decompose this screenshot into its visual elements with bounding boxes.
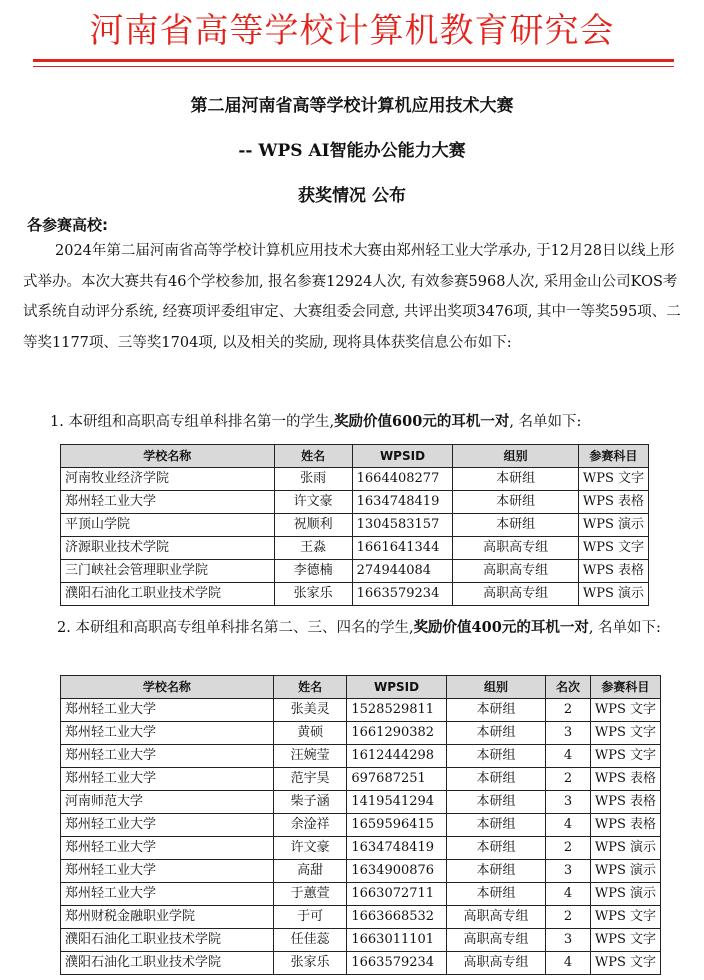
column-header: WPSID (352, 445, 453, 468)
table-row (61, 906, 661, 929)
table-cell: 李德楠 (274, 560, 352, 583)
table-row (61, 583, 649, 606)
table-cell: 郑州轻工业大学 (61, 768, 274, 791)
table-cell: 河南牧业经济学院 (61, 468, 275, 491)
table-row (61, 952, 661, 975)
table-cell: 1661641344 (352, 537, 453, 560)
title-rule-thin (33, 66, 674, 67)
table-cell: 本研组 (446, 699, 546, 722)
table-cell: 汪婉莹 (273, 745, 347, 768)
table-row (61, 537, 649, 560)
title-rule-thick (33, 59, 674, 62)
table-cell: WPS 文字 (590, 929, 660, 952)
table-cell: 1663579234 (352, 583, 453, 606)
section2-table (60, 675, 661, 975)
table-cell: WPS 演示 (578, 514, 648, 537)
table-cell: 郑州轻工业大学 (61, 837, 274, 860)
organization-title: 河南省高等学校计算机教育研究会 (89, 11, 615, 51)
table-cell: WPS 演示 (590, 860, 660, 883)
table-row (61, 814, 661, 837)
table-cell: 濮阳石油化工职业技术学院 (61, 929, 274, 952)
table-cell: 平顶山学院 (61, 514, 275, 537)
column-header: 组别 (446, 676, 546, 699)
table-cell: 本研组 (446, 860, 546, 883)
table-cell: 许文豪 (274, 491, 352, 514)
table-cell: 高职高专组 (453, 560, 578, 583)
table-cell: 黄硕 (273, 722, 347, 745)
table-row (61, 560, 649, 583)
table-cell: WPS 文字 (590, 952, 660, 975)
table-row (61, 514, 649, 537)
table-cell: 697687251 (347, 768, 446, 791)
column-header: 学校名称 (61, 445, 275, 468)
document-title-line2: -- WPS AI智能办公能力大赛 (238, 141, 466, 161)
table-cell: 1663668532 (347, 906, 446, 929)
table-cell: 2 (546, 768, 591, 791)
intro-text: 2024年第二届河南省高等学校计算机应用技术大赛由郑州轻工业大学承办, 于12月28日以线上形式举办。本次大赛共有46个学校参加, 报名参赛12924人次, 有效参赛5968人次, 采用金山公司KOS考试系统自动评分系统, 经赛项评委组审定、大赛组委会同意, 共评出奖项3476项, 其中一等奖595项、二等奖1177项、三等奖1704项, 以及相关的奖励, 现将具体获奖信息公布如下: (23, 243, 681, 351)
table-row (61, 929, 661, 952)
section1-prefix: 1. 本研组和高职高专组单科排名第一的学生, (50, 414, 335, 430)
table-cell: WPS 演示 (590, 837, 660, 860)
table-cell: 4 (546, 814, 591, 837)
table-cell: WPS 表格 (578, 560, 648, 583)
table-cell: 濮阳石油化工职业技术学院 (61, 583, 275, 606)
table-cell: 本研组 (446, 837, 546, 860)
table-cell: 3 (546, 791, 591, 814)
table-cell: WPS 表格 (590, 814, 660, 837)
table-cell: 余淦祥 (273, 814, 347, 837)
table-cell: 本研组 (446, 722, 546, 745)
table-cell: 4 (546, 883, 591, 906)
column-header: 学校名称 (61, 676, 274, 699)
intro-paragraph (23, 236, 683, 358)
table-cell: 4 (546, 745, 591, 768)
table-row (61, 745, 661, 768)
table-cell: 本研组 (453, 514, 578, 537)
table-row (61, 837, 661, 860)
table-cell: WPS 演示 (578, 583, 648, 606)
table-cell: WPS 文字 (590, 699, 660, 722)
table-cell: WPS 表格 (578, 491, 648, 514)
table-cell: 2 (546, 837, 591, 860)
table-cell: 1659596415 (347, 814, 446, 837)
table-cell: 1612444298 (347, 745, 446, 768)
table-row (61, 722, 661, 745)
table-cell: 1663072711 (347, 883, 446, 906)
table-cell: 3 (546, 722, 591, 745)
table-cell: 郑州轻工业大学 (61, 699, 274, 722)
table-cell: 高职高专组 (453, 583, 578, 606)
table-cell: 王淼 (274, 537, 352, 560)
table-row (61, 768, 661, 791)
table-cell: 1661290382 (347, 722, 446, 745)
table-cell: 祝顺利 (274, 514, 352, 537)
table-cell: 郑州轻工业大学 (61, 745, 274, 768)
table-cell: 4 (546, 952, 591, 975)
table-cell: 于可 (273, 906, 347, 929)
table-cell: 济源职业技术学院 (61, 537, 275, 560)
table-cell: 1419541294 (347, 791, 446, 814)
table-cell: 本研组 (446, 791, 546, 814)
document-title-line3: 获奖情况 公布 (298, 186, 406, 206)
table-row (61, 468, 649, 491)
table-header-row (61, 676, 661, 699)
table-cell: 274944084 (352, 560, 453, 583)
table-cell: 高职高专组 (453, 537, 578, 560)
table-cell: 本研组 (446, 768, 546, 791)
table-cell: 3 (546, 860, 591, 883)
table-cell: 郑州轻工业大学 (61, 883, 274, 906)
table-row (61, 883, 661, 906)
table-cell: 高职高专组 (446, 929, 546, 952)
section2-suffix: , 名单如下: (588, 620, 661, 636)
table-cell: WPS 文字 (590, 906, 660, 929)
table-row (61, 699, 661, 722)
table-cell: 1664408277 (352, 468, 453, 491)
table-row (61, 860, 661, 883)
column-header: WPSID (347, 676, 446, 699)
table-cell: 1663579234 (347, 952, 446, 975)
table-cell: 张雨 (274, 468, 352, 491)
document-title-line1: 第二届河南省高等学校计算机应用技术大赛 (190, 96, 514, 116)
table-cell: 于蕙萱 (273, 883, 347, 906)
table-header-row (61, 445, 649, 468)
section1-suffix: , 名单如下: (509, 414, 582, 430)
table-cell: 高职高专组 (446, 952, 546, 975)
table-cell: 3 (546, 929, 591, 952)
table-cell: 郑州财税金融职业学院 (61, 906, 274, 929)
table-cell: 本研组 (446, 883, 546, 906)
table-cell: 2 (546, 699, 591, 722)
table-cell: 张美灵 (273, 699, 347, 722)
greeting: 各参赛高校: (27, 216, 108, 234)
column-header: 姓名 (274, 445, 352, 468)
table-cell: 许文豪 (273, 837, 347, 860)
section1-heading (50, 410, 581, 431)
table-cell: 柴子涵 (273, 791, 347, 814)
table-cell: 1634748419 (347, 837, 446, 860)
table-cell: 本研组 (453, 491, 578, 514)
table-cell: WPS 文字 (590, 745, 660, 768)
table-cell: 本研组 (446, 745, 546, 768)
section2-highlight: 奖励价值400元的耳机一对 (413, 619, 589, 636)
table-cell: 任佳蕊 (273, 929, 347, 952)
table-cell: WPS 文字 (590, 722, 660, 745)
table-row (61, 791, 661, 814)
table-cell: WPS 表格 (590, 791, 660, 814)
section2-prefix: 2. 本研组和高职高专组单科排名第二、三、四名的学生, (57, 620, 414, 636)
table-cell: 濮阳石油化工职业技术学院 (61, 952, 274, 975)
table-cell: WPS 演示 (590, 883, 660, 906)
table-cell: 1528529811 (347, 699, 446, 722)
table-cell: 范宇昊 (273, 768, 347, 791)
table-row (61, 491, 649, 514)
table-cell: 三门峡社会管理职业学院 (61, 560, 275, 583)
table-cell: 1663011101 (347, 929, 446, 952)
table-cell: 张家乐 (273, 952, 347, 975)
table-cell: WPS 表格 (590, 768, 660, 791)
table-cell: 张家乐 (274, 583, 352, 606)
table-cell: 本研组 (446, 814, 546, 837)
table-cell: 1634748419 (352, 491, 453, 514)
table-cell: 郑州轻工业大学 (61, 860, 274, 883)
column-header: 参赛科目 (578, 445, 648, 468)
table-cell: 1634900876 (347, 860, 446, 883)
table-cell: 郑州轻工业大学 (61, 491, 275, 514)
table-cell: 郑州轻工业大学 (61, 814, 274, 837)
table-cell: 高甜 (273, 860, 347, 883)
section2-heading (23, 613, 688, 643)
table-cell: 2 (546, 906, 591, 929)
section1-highlight: 奖励价值600元的耳机一对 (334, 413, 510, 430)
table-cell: 郑州轻工业大学 (61, 722, 274, 745)
table-cell: 本研组 (453, 468, 578, 491)
table-cell: 1304583157 (352, 514, 453, 537)
table-cell: WPS 文字 (578, 468, 648, 491)
column-header: 名次 (546, 676, 591, 699)
table-cell: 高职高专组 (446, 906, 546, 929)
column-header: 姓名 (273, 676, 347, 699)
section1-table (60, 444, 649, 606)
table-cell: 河南师范大学 (61, 791, 274, 814)
column-header: 组别 (453, 445, 578, 468)
table-cell: WPS 文字 (578, 537, 648, 560)
column-header: 参赛科目 (590, 676, 660, 699)
